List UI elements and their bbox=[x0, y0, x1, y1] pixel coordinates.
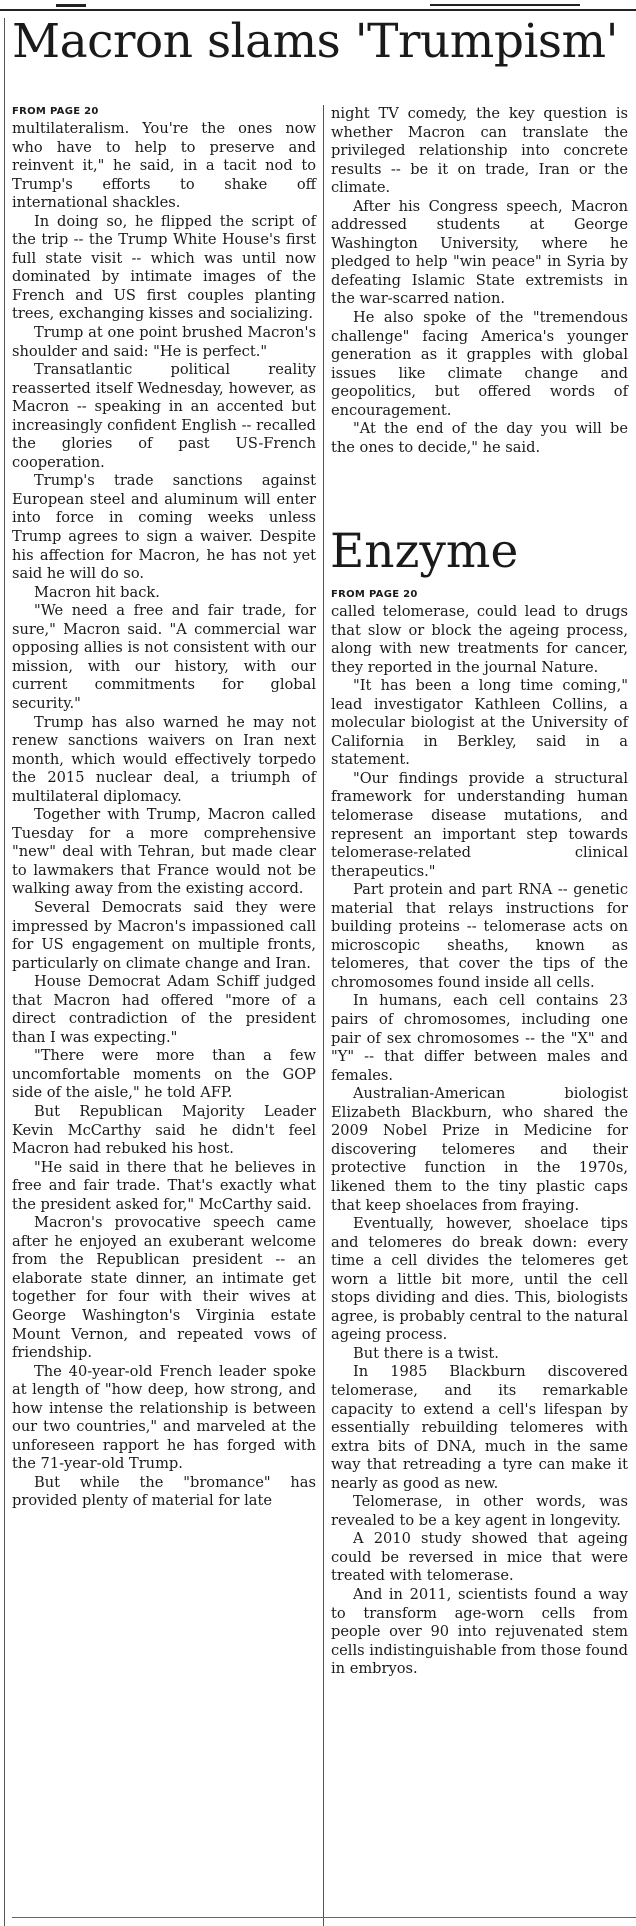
page-header-strip bbox=[0, 0, 636, 12]
article-paragraph: "We need a free and fair trade, for sure," Macron said. "A commercial war opposing allies is not consistent with our mission, with our history, with our current commitments for global security." bbox=[12, 602, 316, 712]
article-paragraph: Together with Trump, Macron called Tuesday for a more comprehensive "new" deal with Tehran, but made clear to lawmakers that France would not be walking away from the existing accord. bbox=[12, 806, 316, 898]
article-paragraph: Macron hit back. bbox=[34, 583, 160, 601]
article-paragraph: He also spoke of the "tremendous challenge" facing America's younger generation as it grapples with global issues like climate change and geopolitics, but offered words of encouragement. bbox=[331, 309, 628, 419]
article-paragraph: Transatlantic political reality reasserted itself Wednesday, however, as Macron -- speaking in an accented but increasingly confident English -- recalled the glories of past US-French cooperation. bbox=[12, 361, 316, 471]
center-column-rule bbox=[323, 105, 324, 1926]
article-paragraph: called telomerase, could lead to drugs that slow or block the ageing process, along with new treatments for cancer, they reported in the journal Nature. bbox=[331, 603, 628, 676]
article-paragraph: In 1985 Blackburn discovered telomerase, and its remarkable capacity to extend a cell's lifespan by essentially rebuilding telomeres with extra bits of DNA, much in the same way that retreading a tyre can make it nearly as good as new. bbox=[331, 1363, 628, 1492]
article-paragraph: Eventually, however, shoelace tips and telomeres do break down: every time a cell divides the telomeres get worn a little bit more, until the cell stops dividing and dies. This, biologists agree, is probably central to the natural ageing process. bbox=[331, 1215, 628, 1344]
article-paragraph: After his Congress speech, Macron addressed students at George Washington University, where he pledged to help "win peace" in Syria by defeating Islamic State extremists in the war-scarred nation. bbox=[331, 197, 628, 308]
enzyme-from-page-kicker: FROM PAGE 20 bbox=[331, 589, 418, 600]
enzyme-article-column bbox=[331, 588, 628, 1679]
article-paragraph: But Republican Majority Leader Kevin McCarthy said he didn't feel Macron had rebuked his host. bbox=[12, 1102, 316, 1158]
article-paragraph: "Our findings provide a structural framework for understanding human telomerase disease mutations, and represent an important step towards telomerase-related clinical therapeutics." bbox=[331, 769, 628, 880]
enzyme-headline: Enzyme bbox=[330, 524, 519, 579]
article-paragraph: In doing so, he flipped the script of the trip -- the Trump White House's first full state visit -- which was until now dominated by intimate images of the French and US first couples planting trees, exchanging kisses and socializing. bbox=[12, 212, 316, 323]
article-paragraph: multilateralism. You're the ones now who have to help to preserve and reinvent it," he said, in a tacit nod to Trump's efforts to shake off international shackles. bbox=[12, 120, 316, 212]
article-paragraph: Australian-American biologist Elizabeth Blackburn, who shared the 2009 Nobel Prize in Medicine for discovering telomeres and their protective function in the 1970s, likened them to the tiny plastic caps that keep shoelaces from fraying. bbox=[331, 1085, 628, 1214]
article-paragraph: Macron's provocative speech came after he enjoyed an exuberant welcome from the Republican president -- an elaborate state dinner, an intimate get together for four with their wives at George Washington's Virginia estate Mount Vernon, and repeated vows of friendship. bbox=[12, 1214, 316, 1362]
article-paragraph: "He said in there that he believes in free and fair trade. That's exactly what the president asked for," McCarthy said. bbox=[12, 1158, 316, 1213]
article-paragraph: Several Democrats said they were impressed by Macron's impassioned call for US engagement on multiple fronts, particularly on climate change and Iran. bbox=[12, 898, 316, 972]
header-fragment bbox=[56, 0, 86, 7]
macron-article-column-1 bbox=[12, 105, 316, 1511]
macron-article-column-2 bbox=[331, 105, 628, 457]
macron-from-page-kicker: FROM PAGE 20 bbox=[12, 106, 99, 117]
left-column-rule bbox=[4, 18, 5, 1926]
article-paragraph: A 2010 study showed that ageing could be reversed in mice that were treated with telomerase. bbox=[331, 1530, 628, 1585]
article-paragraph: night TV comedy, the key question is whether Macron can translate the privileged relationship into concrete results -- be it on trade, Iran or the climate. bbox=[331, 105, 628, 197]
bottom-rule bbox=[12, 1917, 636, 1918]
article-paragraph: Trump at one point brushed Macron's shoulder and said: "He is perfect." bbox=[12, 324, 316, 360]
article-paragraph: Trump's trade sanctions against European steel and aluminum will enter into force in coming weeks unless Trump agrees to sign a waiver. Despite his affection for Macron, he has not yet said he will do so. bbox=[12, 472, 316, 583]
article-paragraph: In humans, each cell contains 23 pairs of chromosomes, including one pair of sex chromosomes -- the "X" and "Y" -- that differ between males and females. bbox=[331, 992, 628, 1084]
article-paragraph: House Democrat Adam Schiff judged that Macron had offered "more of a direct contradiction of the president than I was expecting." bbox=[12, 973, 316, 1046]
header-rule bbox=[0, 9, 636, 11]
article-paragraph: But while the "bromance" has provided plenty of material for late bbox=[12, 1473, 316, 1510]
article-paragraph: But there is a twist. bbox=[353, 1344, 499, 1362]
article-paragraph: Part protein and part RNA -- genetic material that relays instructions for building proteins -- telomerase acts on microscopic sheaths, known as telomeres, that cover the tips of the chromosomes found inside all cells. bbox=[331, 881, 628, 991]
article-paragraph: Telomerase, in other words, was revealed to be a key agent in longevity. bbox=[331, 1493, 628, 1529]
header-fragment bbox=[430, 0, 580, 6]
macron-headline: Macron slams 'Trumpism' bbox=[12, 14, 619, 69]
article-paragraph: Trump has also warned he may not renew sanctions waivers on Iran next month, which would effectively torpedo the 2015 nuclear deal, a triumph of multilateral diplomacy. bbox=[12, 713, 316, 805]
article-paragraph: The 40-year-old French leader spoke at length of "how deep, how strong, and how intense the relationship is between our two countries," and marveled at the unforeseen rapport he has forged with the 71-year-old Trump. bbox=[12, 1362, 316, 1473]
article-paragraph: And in 2011, scientists found a way to transform age-worn cells from people over 90 into rejuvenated stem cells indistinguishable from those found in embryos. bbox=[331, 1585, 628, 1678]
article-paragraph: "There were more than a few uncomfortable moments on the GOP side of the aisle," he told AFP. bbox=[12, 1047, 316, 1102]
article-paragraph: "At the end of the day you will be the ones to decide," he said. bbox=[331, 420, 628, 456]
article-paragraph: "It has been a long time coming," lead investigator Kathleen Collins, a molecular biologist at the University of California in Berkley, said in a statement. bbox=[331, 677, 628, 769]
